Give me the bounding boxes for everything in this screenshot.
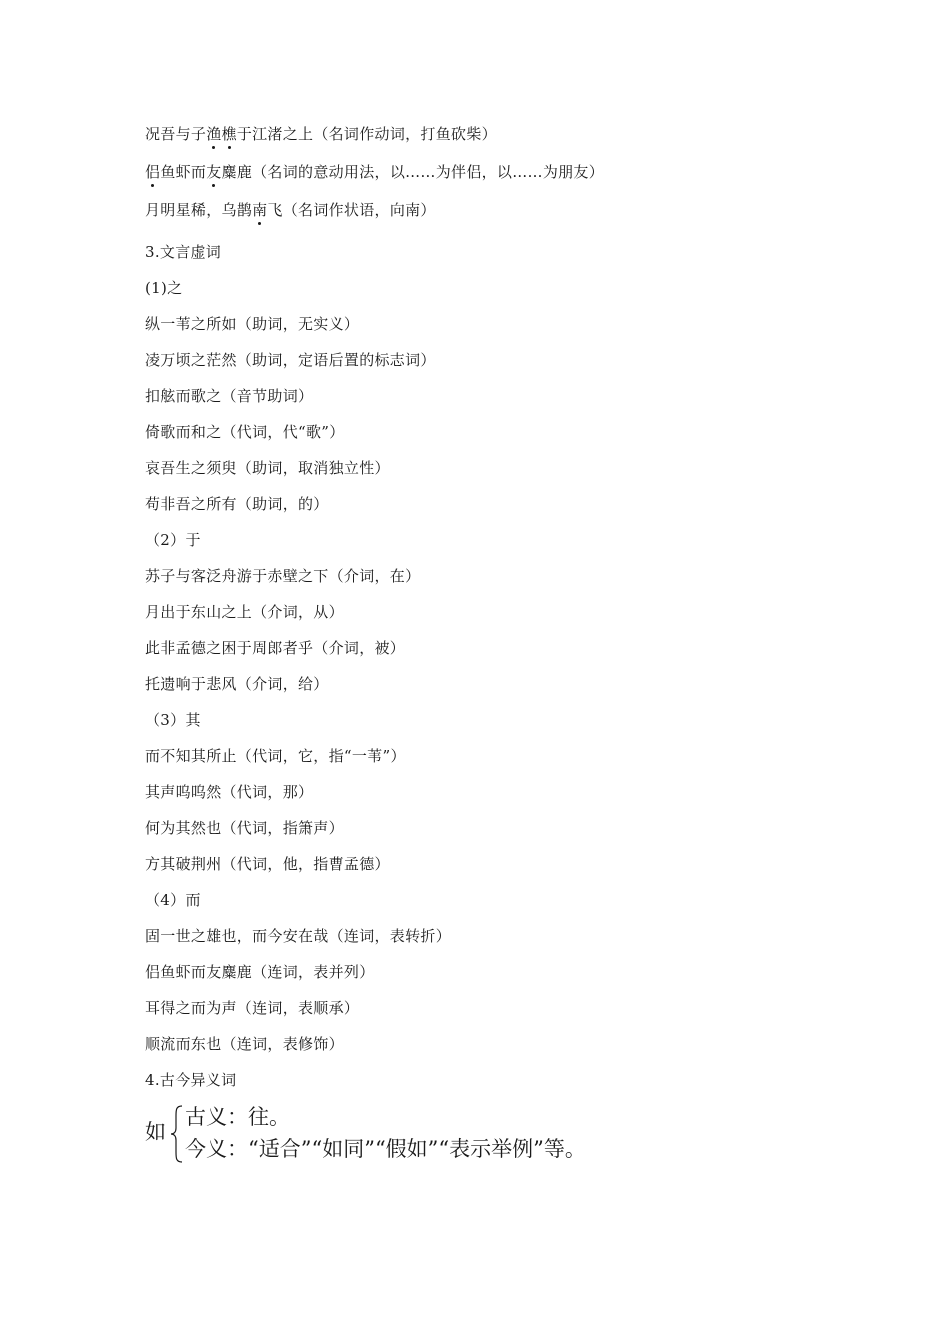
modern-meaning: 今义：“适合”“如同”“假如”“表示举例”等。 xyxy=(185,1137,586,1161)
text-segment: 于江渚之上（名词作动词，打鱼砍柴） xyxy=(236,125,497,143)
list-item: 耳得之而为声（连词，表顺承） xyxy=(145,999,360,1017)
emphasized-char: 侣 xyxy=(145,163,161,181)
text-segment: 飞（名词作状语，向南） xyxy=(267,201,436,219)
list-item: 纵一苇之所如（助词，无实义） xyxy=(145,315,360,333)
meaning-comparison xyxy=(145,1104,665,1164)
list-item: 方其破荆州（代词，他，指曹孟德） xyxy=(145,855,390,873)
emphasized-char: 友 xyxy=(206,163,222,181)
list-item: 苏子与客泛舟游于赤壁之下（介词，在） xyxy=(145,567,421,585)
section-heading: 4.古今异义词 xyxy=(145,1071,237,1089)
text-segment: 月明星稀，乌鹊 xyxy=(145,201,253,219)
curly-brace-icon xyxy=(170,1104,184,1164)
list-item: 月出于东山之上（介词，从） xyxy=(145,603,344,621)
section-heading: 3.文言虚词 xyxy=(145,243,222,261)
list-item: 而不知其所止（代词，它，指“一苇”） xyxy=(145,747,406,765)
group-title: (1)之 xyxy=(145,279,183,297)
emphasized-char: 樵 xyxy=(221,125,237,143)
emphasized-char: 渔 xyxy=(206,125,222,143)
list-item: 凌万顷之茫然（助词，定语后置的标志词） xyxy=(145,351,436,369)
emphasized-char: 南 xyxy=(252,201,268,219)
headword: 如 xyxy=(145,1120,166,1144)
group-title: （3）其 xyxy=(145,711,201,729)
text-line-2 xyxy=(145,162,604,182)
text-segment: 鱼虾而 xyxy=(160,163,207,181)
list-item: 侣鱼虾而友麋鹿（连词，表并列） xyxy=(145,963,375,981)
ancient-meaning: 古义：往。 xyxy=(185,1105,290,1129)
list-item: 何为其然也（代词，指箫声） xyxy=(145,819,344,837)
list-item: 倚歌而和之（代词，代“歌”） xyxy=(145,423,345,441)
list-item: 哀吾生之须臾（助词，取消独立性） xyxy=(145,459,390,477)
text-line-1 xyxy=(145,124,497,144)
list-item: 托遗响于悲风（介词，给） xyxy=(145,675,329,693)
list-item: 苟非吾之所有（助词，的） xyxy=(145,495,329,513)
text-line-3 xyxy=(145,200,436,220)
list-item: 固一世之雄也，而今安在哉（连词，表转折） xyxy=(145,927,452,945)
text-segment: 麋鹿（名词的意动用法，以……为伴侣，以……为朋友） xyxy=(221,163,605,181)
list-item: 其声呜呜然（代词，那） xyxy=(145,783,314,801)
group-title: （4）而 xyxy=(145,891,201,909)
text-segment: 况吾与子 xyxy=(145,125,207,143)
list-item: 顺流而东也（连词，表修饰） xyxy=(145,1035,344,1053)
list-item: 扣舷而歌之（音节助词） xyxy=(145,387,314,405)
list-item: 此非孟德之困于周郎者乎（介词，被） xyxy=(145,639,406,657)
group-title: （2）于 xyxy=(145,531,201,549)
